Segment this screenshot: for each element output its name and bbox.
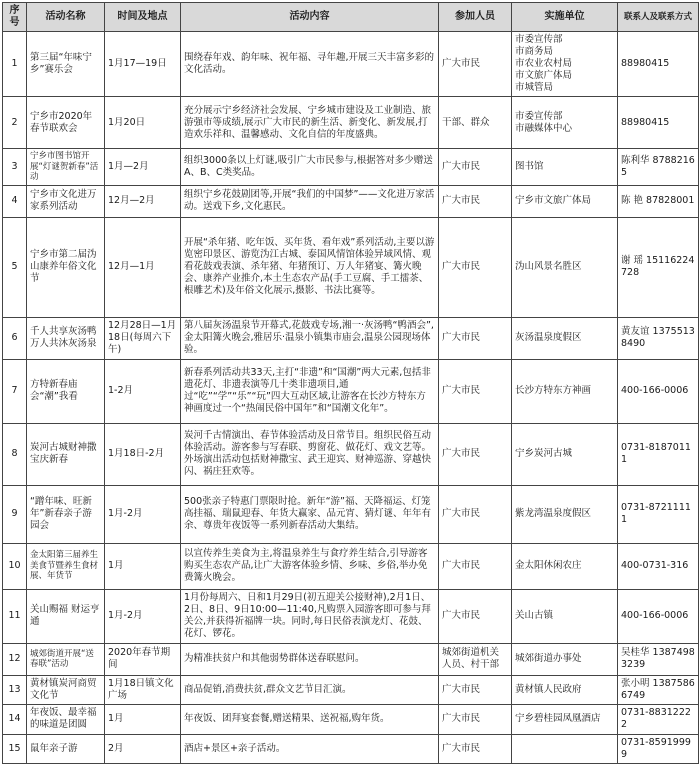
participants: 广大市民 [439,734,512,763]
contact-info: 0731-85919999 [618,734,699,763]
activity-time: 1月 [105,704,181,734]
header-contact: 联系人及联系方式 [618,3,699,32]
activity-name: 关山赐福 财运亨通 [27,589,105,643]
participants: 广大市民 [439,675,512,704]
contact-info: 400-166-0006 [618,589,699,643]
contact-info: 谢 瑶 15116224728 [618,217,699,317]
activity-name: 金太阳第三届养生美食节暨养生食材展、年货节 [27,543,105,589]
organizer-unit [512,97,618,149]
row-number: 3 [3,149,27,186]
participants: 城郊街道机关人员、村干部 [439,643,512,675]
header-content: 活动内容 [181,3,439,32]
participants: 广大市民 [439,185,512,217]
activity-time: 1月-2月 [105,589,181,643]
organizer-unit-line: 灰汤温泉度假区 [515,332,582,343]
table-row [3,485,699,543]
activity-content: 组织宁乡花鼓剧团等,开展“我们的中国梦”——文化进万家活动。送戏下乡,文化惠民。 [181,185,439,217]
organizer-unit [512,643,618,675]
organizer-unit-line: 关山古镇 [515,610,554,621]
activity-content: 开展“杀年猪、吃年饭、买年货、看年戏”系列活动,主要以游览密印景区、游览沩江古城、泰国风情馆体验异域风情、观看花鼓戏表演、杀年猪、年猪预订、万人年猪宴、篝火晚会、康养产业推介,本土生态农产品(手工豆腐、手工擂茶、根雕艺术)及年俗文化展示,摄影、书法比赛等。 [181,217,439,317]
row-number: 10 [3,543,27,589]
organizer-unit [512,149,618,186]
activity-time: 1月20日 [105,97,181,149]
activity-content: 围绕春年戏、韵年味、祝年福、寻年趣,开展三天丰富多彩的文化活动。 [181,32,439,97]
activity-content: 炭河千古情演出、春节体验活动及日常节目。组织民俗互动体验活动。游客参与写春联、剪窗花、做花灯、戏文艺等。外场演出活动包括财神撒宝、武王迎宾、财神巡游、穿越快闪、祸庄狂欢等。 [181,423,439,485]
participants: 广大市民 [439,704,512,734]
participants: 广大市民 [439,317,512,359]
organizer-unit-line: 市农业农村局 [515,58,573,69]
activity-name: “蹭年味、旺新年”新春亲子游园会 [27,485,105,543]
activity-table [2,2,699,764]
activity-time: 12月—1月 [105,217,181,317]
organizer-unit-line: 黄材镇人民政府 [515,683,582,695]
activity-time: 1月—2月 [105,149,181,186]
activity-time: 2020年春节期间 [105,643,181,675]
organizer-unit [512,589,618,643]
organizer-unit [512,359,618,423]
contact-info: 张小明 13875866749 [618,675,699,704]
row-number: 14 [3,704,27,734]
activity-content: 为精准扶贫户和其他弱势群体送春联慰问。 [181,643,439,675]
organizer-unit [512,485,618,543]
activity-name: 宁乡市2020年春节联欢会 [27,97,105,149]
participants: 广大市民 [439,589,512,643]
activity-name: 宁乡市文化进万家系列活动 [27,185,105,217]
organizer-unit [512,675,618,704]
activity-name: 方特新春庙会“潮”我看 [27,359,105,423]
contact-info: 88980415 [618,97,699,149]
activity-content: 1月份每周六、日和1月29日(初五迎关公接财神),2月1日、2日、8日、9日10:00—11:40,凡购票入园游客即可参与拜关公,并获得祈福牌一块。同时,每日民俗表演龙灯、花鼓、花灯、锣花。 [181,589,439,643]
activity-content: 组织3000条以上灯谜,吸引广大市民参与,根据答对多少赠送A、B、C类奖品。 [181,149,439,186]
participants: 广大市民 [439,485,512,543]
table-row [3,185,699,217]
organizer-unit-line: 宁乡碧桂园凤凰酒店 [515,713,601,724]
contact-info: 吴桂华 13874983239 [618,643,699,675]
organizer-unit [512,185,618,217]
table-row [3,32,699,97]
activity-name: 宁乡市第二届沩山康养年俗文化节 [27,217,105,317]
row-number: 2 [3,97,27,149]
table-body [3,32,699,764]
table-row [3,734,699,763]
activity-content: 年夜饭、团拜宴套餐,赠送精果、送祝福,购年货。 [181,704,439,734]
activity-content: 酒店+景区+亲子活动。 [181,734,439,763]
table-row [3,359,699,423]
organizer-unit [512,217,618,317]
organizer-unit [512,704,618,734]
activity-name: 鼠年亲子游 [27,734,105,763]
contact-info: 0731-88312222 [618,704,699,734]
contact-info: 陈 艳 87828001 [618,185,699,217]
activity-content: 500张亲子特惠门票限时抢。新年“游”福、天降福运、灯笼高挂福、瑞鼠迎春、年货大赢家、品元宵、猜灯谜、年年有余、尊贵年夜饭等一系列新春活动大集结。 [181,485,439,543]
row-number: 8 [3,423,27,485]
organizer-unit-line: 市城管局 [515,82,554,93]
activity-name: 炭河古城财神撒宝庆新春 [27,423,105,485]
organizer-unit [512,32,618,97]
organizer-unit-line: 城郊街道办事处 [515,653,582,664]
activity-time: 1月 [105,543,181,589]
row-number: 6 [3,317,27,359]
activity-name: 年夜饭、最幸福的味道是团圆 [27,704,105,734]
participants: 干部、群众 [439,97,512,149]
table-row [3,543,699,589]
participants: 广大市民 [439,32,512,97]
activity-content: 充分展示宁乡经济社会发展、宁乡城市建设及工业制造、旅游强市等成绩,展示广大市民的新生活、新变化、新发展,打造欢乐祥和、温馨感动、文化自信的年度盛典。 [181,97,439,149]
contact-info: 400-0731-316 [618,543,699,589]
organizer-unit-line: 市委宣传部 [515,34,563,45]
table-row [3,589,699,643]
activity-name: 第三届“年味宁乡”赛乐会 [27,32,105,97]
table-row [3,423,699,485]
activity-content: 商品促销,消费扶贫,群众文艺节目汇演。 [181,675,439,704]
table-row [3,317,699,359]
activity-name: 千人共享灰汤鸭 万人共沐灰汤泉 [27,317,105,359]
organizer-unit-line: 市商务局 [515,46,554,57]
participants: 广大市民 [439,149,512,186]
contact-info: 0731-81870111 [618,423,699,485]
activity-content: 以宣传养生美食为主,将温泉养生与食疗养生结合,引导游客购买生态农产品,让广大游客体验乡情、乡味、乡俗,举办免费篝火晚会。 [181,543,439,589]
organizer-unit [512,317,618,359]
activity-name: 黄材镇炭河商贸文化节 [27,675,105,704]
header-no: 序号 [3,3,27,32]
activity-time: 2月 [105,734,181,763]
row-number: 4 [3,185,27,217]
row-number: 5 [3,217,27,317]
row-number: 13 [3,675,27,704]
activity-time: 12月—2月 [105,185,181,217]
activity-time: 12月28日—1月18日(每周六下午) [105,317,181,359]
table-row [3,704,699,734]
activity-content: 第八届灰汤温泉节开幕式,花鼓戏专场,湘一·灰汤鸭“鸭酒会”,金太阳篝火晚会,雅居乐·温泉小镇集市庙会,温泉公园现场体验。 [181,317,439,359]
header-unit: 实施单位 [512,3,618,32]
participants: 广大市民 [439,423,512,485]
activity-time: 1月18日镇文化广场 [105,675,181,704]
organizer-unit-line: 宁乡市文旅广体局 [515,195,592,206]
organizer-unit [512,543,618,589]
activity-time: 1月17—19日 [105,32,181,97]
table-row [3,149,699,186]
activity-content: 新春系列活动共33天,主打“非遗”和“国潮”两大元素,包括非遗花灯、非遗表演等几十类非遗项目,通过“吃”“学”“乐”“玩”四大互动区域,让游客在长沙方特东方神画度过一个“热闹民俗中国年”和“国潮文化年”。 [181,359,439,423]
header-name: 活动名称 [27,3,105,32]
activity-time: 1月-2月 [105,485,181,543]
organizer-unit-line: 图书馆 [515,160,544,172]
participants: 广大市民 [439,543,512,589]
row-number: 11 [3,589,27,643]
table-row [3,643,699,675]
organizer-unit-line: 宁乡炭河古城 [515,448,573,459]
header-time: 时间及地点 [105,3,181,32]
contact-info: 陈利华 87882165 [618,149,699,186]
activity-time: 1月18日-2月 [105,423,181,485]
contact-info: 0731-87211111 [618,485,699,543]
table-row [3,97,699,149]
participants: 广大市民 [439,217,512,317]
organizer-unit-line: 市文旅广体局 [515,70,573,81]
organizer-unit [512,423,618,485]
contact-info: 88980415 [618,32,699,97]
activity-table-container [2,2,698,760]
row-number: 9 [3,485,27,543]
table-row [3,217,699,317]
row-number: 1 [3,32,27,97]
table-row [3,675,699,704]
row-number: 7 [3,359,27,423]
organizer-unit-line: 长沙方特东方神画 [515,385,592,396]
table-header-row [3,3,699,32]
organizer-unit-line: 市融媒体中心 [515,122,573,134]
activity-name: 宁乡市图书馆开展“灯谜贺新春”活动 [27,149,105,186]
activity-time: 1-2月 [105,359,181,423]
organizer-unit-line: 沩山风景名胜区 [515,261,582,272]
contact-info: 400-166-0006 [618,359,699,423]
header-people: 参加人员 [439,3,512,32]
activity-name: 城郊街道开展“送春联”活动 [27,643,105,675]
organizer-unit-line: 金太阳休闲农庄 [515,560,582,571]
row-number: 12 [3,643,27,675]
contact-info: 黄友谊 13755138490 [618,317,699,359]
row-number: 15 [3,734,27,763]
organizer-unit [512,734,618,763]
organizer-unit-line: 市委宣传部 [515,110,563,122]
organizer-unit-line: 紫龙湾温泉度假区 [515,508,592,519]
participants: 广大市民 [439,359,512,423]
